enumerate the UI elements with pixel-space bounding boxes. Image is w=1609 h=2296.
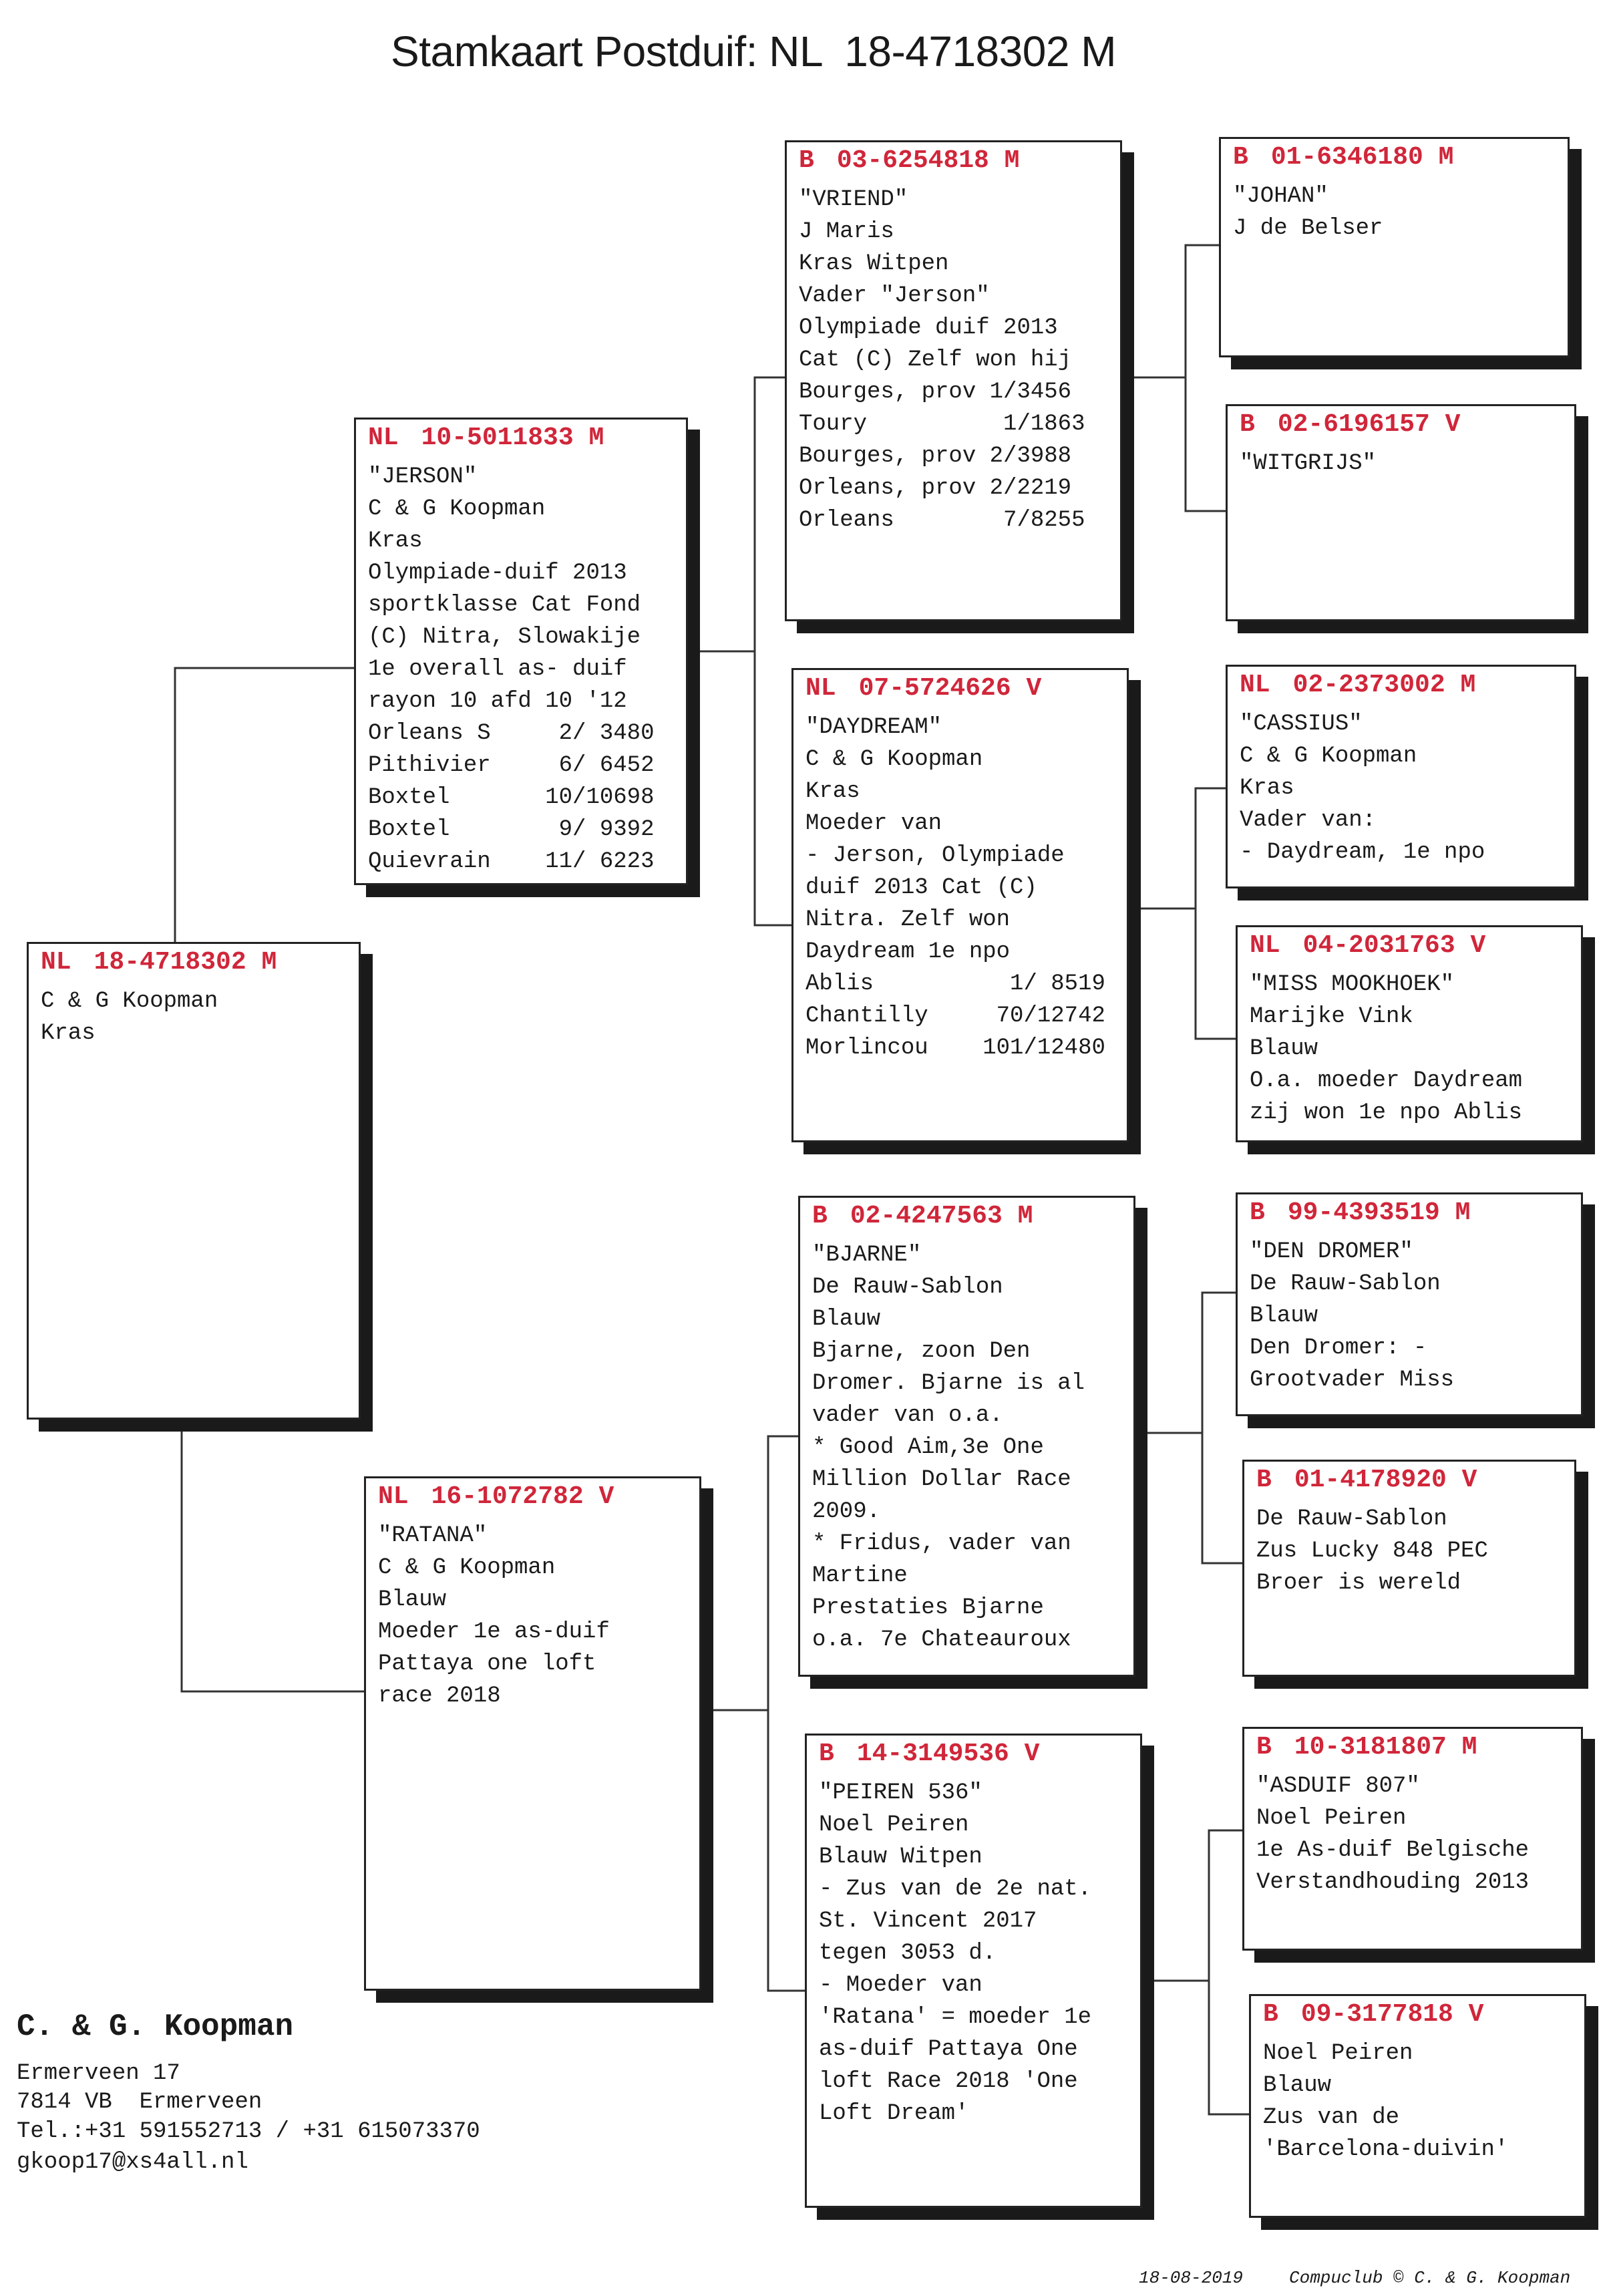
detail-line: Moeder van	[806, 811, 942, 836]
card-header	[1263, 2000, 1483, 2029]
ring-number: 10-3181807 M	[1294, 1733, 1477, 1762]
owner-name: C. & G. Koopman	[17, 2009, 294, 2044]
detail-line: Bourges, prov 2/3988	[799, 444, 1072, 469]
card-subject[interactable]	[27, 942, 361, 1420]
card-header	[799, 146, 1019, 175]
owner-phone: Tel.:+31 591552713 / +31 615073370	[17, 2119, 480, 2144]
detail-line: 2009.	[812, 1499, 881, 1524]
detail-line: as-duif Pattaya One	[819, 2037, 1078, 2062]
detail-line: Kras	[41, 1021, 96, 1046]
card-fff[interactable]	[1219, 137, 1570, 357]
card-ff[interactable]	[785, 140, 1122, 621]
detail-line: Pattaya one loft	[378, 1651, 596, 1677]
owner-city: 7814 VB Ermerveen	[17, 2090, 262, 2115]
page-title: Stamkaart Postduif: NL 18-4718302 M	[391, 27, 1116, 75]
detail-line: sportklasse Cat Fond	[368, 593, 641, 618]
ring-number: 02-4247563 M	[850, 1202, 1033, 1231]
detail-line: De Rauw-Sablon	[812, 1275, 1003, 1300]
print-date: 18-08-2019	[1139, 2268, 1244, 2288]
detail-line: Zus van de	[1263, 2105, 1400, 2130]
country-code: NL	[368, 424, 399, 452]
card-header	[1250, 931, 1485, 960]
detail-line: C & G Koopman	[378, 1555, 556, 1581]
ring-number: 01-6346180 M	[1270, 143, 1454, 172]
card-details	[1233, 180, 1561, 244]
ring-number: 02-6196157 V	[1277, 410, 1461, 439]
card-details	[1240, 708, 1568, 868]
detail-line: Vader "Jerson"	[799, 283, 990, 309]
detail-line: Loft Dream'	[819, 2101, 969, 2126]
card-details	[1250, 1236, 1574, 1396]
ring-number: 99-4393519 M	[1287, 1198, 1471, 1227]
card-mfm[interactable]	[1242, 1460, 1576, 1677]
detail-line: - Zus van de 2e nat.	[819, 1876, 1092, 1902]
detail-line: Kras	[368, 528, 423, 554]
card-header	[1250, 1198, 1470, 1227]
card-mm[interactable]	[805, 1734, 1142, 2208]
detail-line: Million Dollar Race	[812, 1467, 1071, 1492]
detail-line: Boxtel 10/10698	[368, 785, 655, 810]
detail-line: Cat (C) Zelf won hij	[799, 347, 1072, 373]
detail-line: Noel Peiren	[1263, 2041, 1413, 2066]
card-header	[378, 1482, 614, 1511]
detail-line: zij won 1e npo Ablis	[1250, 1100, 1523, 1126]
card-father[interactable]	[354, 418, 688, 885]
ring-number: 16-1072782 V	[431, 1482, 614, 1511]
country-code: B	[1256, 1733, 1272, 1762]
detail-line: "PEIREN 536"	[819, 1780, 982, 1806]
detail-line: Marijke Vink	[1250, 1004, 1413, 1029]
detail-line: Martine	[812, 1563, 908, 1589]
detail-line: Noel Peiren	[819, 1812, 969, 1838]
card-details	[1263, 2037, 1578, 2166]
card-details	[799, 184, 1113, 536]
detail-line: Nitra. Zelf won	[806, 907, 1011, 933]
country-code: NL	[1250, 931, 1280, 960]
detail-line: Vader van:	[1240, 808, 1377, 833]
detail-line: 1e overall as- duif	[368, 657, 627, 682]
detail-line: Orleans, prov 2/2219	[799, 476, 1072, 501]
detail-line: 1e As-duif Belgische	[1256, 1838, 1530, 1863]
detail-line: loft Race 2018 'One	[819, 2069, 1078, 2094]
ring-number: 14-3149536 V	[856, 1740, 1040, 1768]
detail-line: Boxtel 9/ 9392	[368, 817, 655, 842]
detail-line: "DEN DROMER"	[1250, 1239, 1413, 1265]
card-mmm[interactable]	[1249, 1994, 1586, 2218]
card-header	[1256, 1466, 1477, 1494]
detail-line: Blauw	[812, 1307, 881, 1332]
detail-line: Bjarne, zoon Den	[812, 1339, 1031, 1364]
detail-line: Morlincou 101/12480	[806, 1035, 1105, 1061]
country-code: B	[1263, 2000, 1278, 2029]
detail-line: De Rauw-Sablon	[1250, 1271, 1441, 1297]
country-code: B	[1233, 143, 1248, 172]
detail-line: Blauw	[378, 1587, 447, 1613]
detail-line: "JERSON"	[368, 464, 478, 490]
detail-line: Noel Peiren	[1256, 1806, 1407, 1831]
detail-line: Toury 1/1863	[799, 412, 1085, 437]
detail-line: "MISS MOOKHOEK"	[1250, 972, 1455, 997]
card-header	[812, 1202, 1033, 1231]
detail-line: Daydream 1e npo	[806, 939, 1011, 965]
detail-line: Verstandhouding 2013	[1256, 1870, 1530, 1895]
detail-line: Kras	[1240, 776, 1294, 801]
card-details	[1240, 448, 1568, 480]
card-header	[806, 674, 1041, 703]
card-mf[interactable]	[798, 1196, 1135, 1677]
owner-street: Ermerveen 17	[17, 2061, 180, 2086]
detail-line: De Rauw-Sablon	[1256, 1506, 1447, 1532]
detail-line: Dromer. Bjarne is al	[812, 1371, 1085, 1396]
detail-line: tegen 3053 d.	[819, 1941, 997, 1966]
card-mother[interactable]	[364, 1476, 701, 1991]
detail-line: Pithivier 6/ 6452	[368, 753, 655, 778]
card-header	[1240, 410, 1460, 439]
country-code: B	[812, 1202, 828, 1231]
detail-line: Blauw	[1250, 1303, 1318, 1329]
card-fmf[interactable]	[1226, 665, 1576, 888]
country-code: NL	[41, 948, 71, 977]
detail-line: - Daydream, 1e npo	[1240, 840, 1485, 865]
country-code: NL	[378, 1482, 409, 1511]
country-code: B	[1250, 1198, 1265, 1227]
detail-line: Olympiade-duif 2013	[368, 560, 627, 586]
detail-line: Orleans S 2/ 3480	[368, 721, 655, 746]
detail-line: duif 2013 Cat (C)	[806, 875, 1037, 900]
detail-line: Chantilly 70/12742	[806, 1003, 1105, 1029]
detail-line: Olympiade duif 2013	[799, 315, 1058, 341]
detail-line: Bourges, prov 1/3456	[799, 379, 1072, 405]
ring-number: 04-2031763 V	[1302, 931, 1486, 960]
detail-line: "JOHAN"	[1233, 184, 1328, 209]
detail-line: "ASDUIF 807"	[1256, 1774, 1420, 1799]
detail-line: Ablis 1/ 8519	[806, 971, 1105, 997]
ring-number: 09-3177818 V	[1300, 2000, 1484, 2029]
country-code: B	[1240, 410, 1255, 439]
detail-line: O.a. moeder Daydream	[1250, 1068, 1523, 1094]
ring-number: 10-5011833 M	[421, 424, 604, 452]
detail-line: Den Dromer: -	[1250, 1335, 1427, 1361]
detail-line: Zus Lucky 848 PEC	[1256, 1538, 1488, 1564]
card-details	[806, 711, 1120, 1064]
detail-line: "CASSIUS"	[1240, 711, 1363, 737]
card-ffm[interactable]	[1226, 404, 1576, 621]
ring-number: 03-6254818 M	[836, 146, 1020, 175]
card-details	[368, 461, 679, 878]
detail-line: Broer is wereld	[1256, 1571, 1461, 1596]
ring-number: 18-4718302 M	[94, 948, 277, 977]
detail-line: 'Ratana' = moeder 1e	[819, 2005, 1092, 2030]
detail-line: J de Belser	[1233, 216, 1383, 241]
detail-line: - Jerson, Olympiade	[806, 843, 1065, 868]
card-fm[interactable]	[791, 668, 1129, 1142]
detail-line: o.a. 7e Chateauroux	[812, 1627, 1071, 1653]
detail-line: Blauw Witpen	[819, 1844, 982, 1870]
detail-line: Blauw	[1263, 2073, 1332, 2098]
detail-line: Kras	[806, 779, 860, 804]
detail-line: St. Vincent 2017	[819, 1909, 1037, 1934]
card-header	[41, 948, 277, 977]
ring-number: 07-5724626 V	[858, 674, 1042, 703]
detail-line: C & G Koopman	[1240, 744, 1417, 769]
card-fmm[interactable]	[1236, 925, 1583, 1142]
detail-line: - Moeder van	[819, 1973, 982, 1998]
detail-line: C & G Koopman	[806, 747, 983, 772]
card-details	[378, 1520, 693, 1712]
detail-line: "RATANA"	[378, 1523, 488, 1548]
software-credit: Compuclub © C. & G. Koopman	[1289, 2268, 1571, 2288]
detail-line: 'Barcelona-duivin'	[1263, 2137, 1509, 2162]
country-code: B	[1256, 1466, 1272, 1494]
card-header	[1233, 143, 1453, 172]
card-details	[1250, 969, 1574, 1129]
detail-line: "DAYDREAM"	[806, 715, 942, 740]
detail-line: C & G Koopman	[368, 496, 546, 522]
detail-line: "BJARNE"	[812, 1243, 922, 1268]
detail-line: vader van o.a.	[812, 1403, 1003, 1428]
country-code: B	[819, 1740, 834, 1768]
detail-line: "WITGRIJS"	[1240, 451, 1377, 476]
detail-line: "VRIEND"	[799, 187, 908, 212]
ring-number: 02-2373002 M	[1292, 671, 1476, 699]
detail-line: J Maris	[799, 219, 894, 244]
detail-line: * Good Aim,3e One	[812, 1435, 1044, 1460]
country-code: NL	[1240, 671, 1270, 699]
detail-line: Grootvader Miss	[1250, 1367, 1455, 1393]
detail-line: Moeder 1e as-duif	[378, 1619, 610, 1645]
detail-line: Orleans 7/8255	[799, 508, 1085, 533]
country-code: NL	[806, 674, 836, 703]
detail-line: Blauw	[1250, 1036, 1318, 1061]
country-code: B	[799, 146, 814, 175]
card-header	[1256, 1733, 1477, 1762]
ring-number: 01-4178920 V	[1294, 1466, 1477, 1494]
card-header	[368, 424, 604, 452]
detail-line: * Fridus, vader van	[812, 1531, 1071, 1556]
detail-line: race 2018	[378, 1683, 501, 1709]
card-details	[1256, 1770, 1574, 1899]
card-details	[41, 985, 352, 1049]
card-mff[interactable]	[1236, 1192, 1583, 1416]
card-details	[819, 1777, 1133, 2130]
card-header	[819, 1740, 1039, 1768]
detail-line: rayon 10 afd 10 '12	[368, 689, 627, 714]
detail-line: (C) Nitra, Slowakije	[368, 625, 641, 650]
detail-line: Prestaties Bjarne	[812, 1595, 1044, 1621]
detail-line: C & G Koopman	[41, 989, 218, 1014]
card-mmf[interactable]	[1242, 1727, 1583, 1951]
card-details	[812, 1239, 1127, 1656]
owner-email[interactable]: gkoop17@xs4all.nl	[17, 2150, 248, 2175]
card-details	[1256, 1503, 1568, 1599]
card-header	[1240, 671, 1475, 699]
detail-line: Kras Witpen	[799, 251, 949, 277]
detail-line: Quievrain 11/ 6223	[368, 849, 655, 874]
